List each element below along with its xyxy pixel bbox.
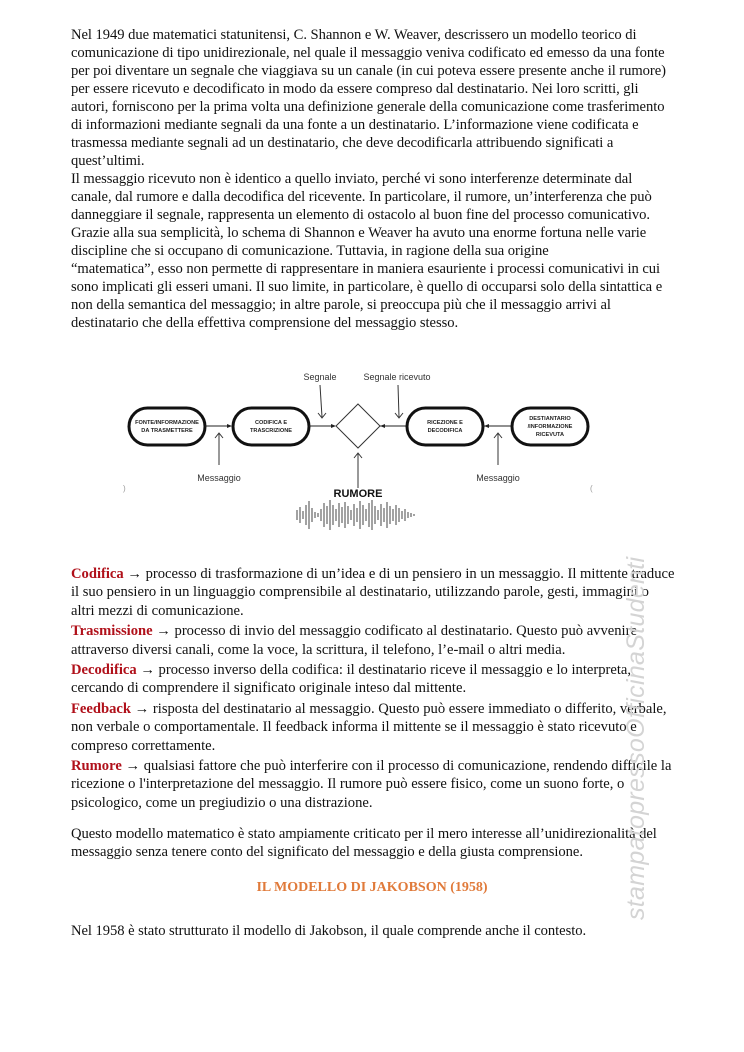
noise-waveform: [297, 500, 414, 530]
arrow-icon: →: [134, 700, 150, 717]
definition-trasmissione: Trasmissione → processo di invio del messaggio codificato al destinatario. Questo può avvenire attraverso diversi canali, come la voce, la scrittura, il telefono, l’e-mail o altri media.: [71, 623, 637, 658]
term-trasmissione: Trasmissione: [71, 623, 153, 640]
second-paragraph-block: [71, 170, 676, 332]
definition-decodifica: Decodifica → processo inverso della codifica: il destinatario riceve il messaggio e lo interpreta, cercando di comprendere il significato originale inteso dal mittente.: [71, 662, 632, 697]
shannon-weaver-diagram: [115, 365, 615, 535]
svg-text:(: (: [590, 484, 593, 493]
node-encoding: [233, 408, 309, 445]
third-paragraph: “matematica”, esso non permette di rappresentare in maniera esauriente i processi comunicativi in cui sono implicati gli esseri umani. Il suo limite, in particolare, è quello di occuparsi solo della sintattica e non della semantica del messaggio; in altre parole, si preoccupa più che il messaggio arrivi al destinatario che della effettiva comprensione del messaggio stesso.: [71, 261, 663, 331]
arrow-icon: →: [127, 566, 142, 582]
svg-text:/INFORMAZIONE: /INFORMAZIONE: [527, 424, 573, 430]
arrow-icon: →: [125, 758, 141, 775]
svg-text:RUMORE: RUMORE: [333, 488, 383, 500]
closing-paragraph: Questo modello matematico è stato ampiamente criticato per il mero interesse all’unidirezionalità del messaggio senza tenere conto del significato del messaggio e della giusta comprensione.: [71, 826, 657, 860]
svg-text:FONTE/INFORMAZIONE: FONTE/INFORMAZIONE: [135, 420, 199, 426]
svg-text:): ): [123, 484, 126, 493]
arrow-icon: →: [140, 662, 155, 679]
term-rumore: Rumore: [71, 758, 122, 775]
arrow-icon: →: [156, 623, 171, 640]
svg-text:DESTIANTARIO: DESTIANTARIO: [529, 416, 571, 422]
node-decoding: [407, 408, 483, 445]
svg-text:Segnale ricevuto: Segnale ricevuto: [363, 372, 431, 382]
channel-diamond: [336, 404, 380, 448]
svg-text:Messaggio: Messaggio: [476, 473, 520, 483]
svg-text:TRASCRIZIONE: TRASCRIZIONE: [250, 428, 292, 434]
watermark: stampatopressoOfficinaStudenti: [622, 556, 650, 920]
intro-paragraph: Nel 1949 due matematici statunitensi, C. Shannon e W. Weaver, descrissero un modello teorico di comunicazione di tipo unidirezionale, nel quale il messaggio veniva codificato ed emesso da una fonte per poi diventare un segnale che viaggiava su un canale (in cui poteva essere presente anche il rumore) per essere ricevuto e decodificato in modo da essere compreso dal destinatario. Nei loro scritti, gli autori, forniscono per la prima volta una definizione generale della comunicazione come trasferimento di informazioni mediante segnali da una fonte a un destinatario. L’informazione viene codificata e trasmessa mediante segnali ad un destinatario, che deve decodificarla attribuendo significati a quest’ultimi.: [71, 27, 666, 169]
svg-text:Messaggio: Messaggio: [197, 473, 241, 483]
svg-text:DECODIFICA: DECODIFICA: [427, 428, 463, 434]
term-decodifica: Decodifica: [71, 662, 137, 679]
definition-codifica: Codifica → processo di trasformazione di un’idea e di un pensiero in un messaggio. Il mittente traduce il suo pensiero in un linguaggio comprensibile al destinatario, utilizzando parole, gesti, immagini o altri mezzi di comunicazione.: [71, 566, 675, 619]
term-codifica: Codifica: [71, 566, 124, 582]
definitions-list: [71, 565, 676, 814]
final-paragraph: Nel 1958 è stato strutturato il modello di Jakobson, il quale comprende anche il contesto.: [71, 923, 587, 939]
node-destination: [512, 408, 588, 445]
svg-text:Segnale: Segnale: [303, 372, 337, 382]
svg-text:RICEVUTA: RICEVUTA: [535, 432, 565, 438]
node-source: [129, 408, 205, 445]
second-paragraph: Il messaggio ricevuto non è identico a quello inviato, perché vi sono interferenze determinate dal canale, dal rumore e dalla decodifica del ricevente. In particolare, il rumore, un’interferenza che può danneggiare il segnale, rappresenta un elemento di ostacolo al buon fine del processo comunicativo. Grazie alla sua semplicità, lo schema di Shannon e Weaver ha avuto una enorme fortuna nelle varie discipline che si occupano di comunicazione. Tuttavia, in ragione della sua origine: [71, 171, 652, 259]
section-heading: IL MODELLO DI JAKOBSON (1958): [256, 880, 488, 895]
svg-text:CODIFICA E: CODIFICA E: [254, 420, 288, 426]
definition-rumore: Rumore → qualsiasi fattore che può interferire con il processo di comunicazione, rendendo difficile la ricezione o l'interpretazione del messaggio. Il rumore può essere fisico, come un suono forte, o psicologico, come un pregiudizio o una distrazione.: [71, 758, 672, 811]
definition-feedback: Feedback → risposta del destinatario al messaggio. Questo può essere immediato o differito, verbale, non verbale o comportamentale. Il feedback informa il mittente se il messaggio è stato ricevuto e compreso correttamente.: [71, 700, 667, 754]
svg-text:DA TRASMETTERE: DA TRASMETTERE: [141, 428, 193, 434]
term-feedback: Feedback: [71, 700, 131, 717]
svg-text:RICEZIONE E: RICEZIONE E: [427, 420, 463, 426]
